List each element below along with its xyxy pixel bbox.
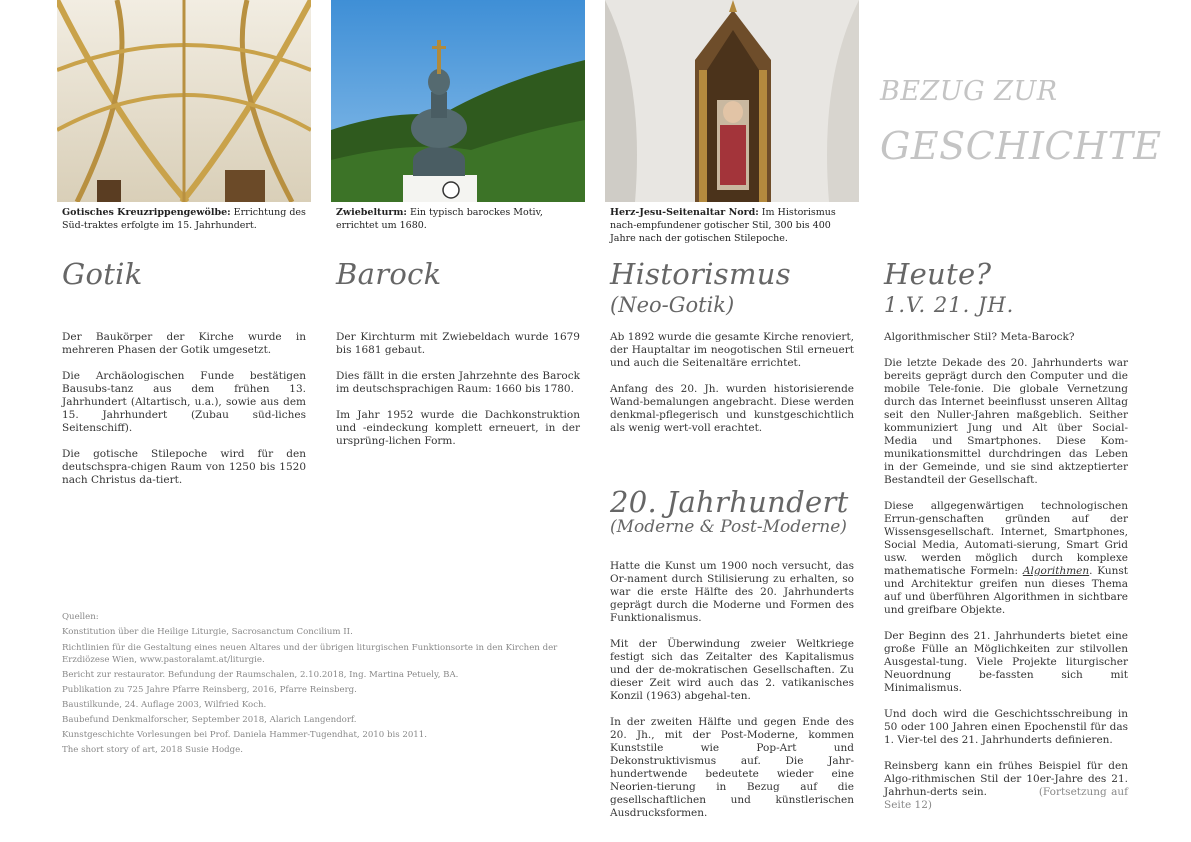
- side-title-line2: GESCHICHTE: [880, 124, 1162, 168]
- subheading-neo-gotik: (Neo-Gotik): [610, 293, 735, 317]
- sources-heading: Quellen:: [62, 612, 99, 622]
- algorithmen-link: Algorithmen: [1022, 565, 1090, 577]
- source-item: Bericht zur restaurator. Befundung der Raumschalen, 2.10.2018, Ing. Martina Petuely, BA.: [62, 670, 459, 680]
- text-gotik: Der Baukörper der Kirche wurde in mehreren Phasen der Gotik umgesetzt. Die Archäologischen Funde bestätigen Bausubs-tanz aus dem frühen 13. Jahrhundert (Altartisch, u.a.), sowie aus dem 15. Jahrhundert (Zubau süd-liches Seitenschiff). Die gotische Stilepoche wird für den deutschspra-chigen Raum von 1250 bis 1520 nach Christus da-tiert.: [62, 331, 306, 486]
- source-item: The short story of art, 2018 Susie Hodge.: [62, 745, 243, 755]
- side-altar-photo: [605, 0, 859, 202]
- gothic-vault-photo: [57, 0, 311, 202]
- continuation-note: (Fortsetzung auf Seite 12): [884, 786, 1129, 811]
- source-item: Baustilkunde, 24. Auflage 2003, Wilfried Koch.: [62, 700, 267, 710]
- onion-tower-photo: [331, 0, 585, 202]
- text-historismus: Ab 1892 wurde die gesamte Kirche renoviert, der Hauptaltar im neogotischen Stil erneuert und auch die Seitenaltäre errichtet. Anfang des 20. Jh. wurden historisierende Wand-bemalungen angebracht. Diese werden denkmal-pflegerisch und kunstgeschichtlich als wenig wert-voll erachtet.: [610, 331, 854, 434]
- side-title-line1: BEZUG ZUR: [880, 76, 1058, 107]
- source-item: Kunstgeschichte Vorlesungen bei Prof. Daniela Hammer-Tugendhat, 2010 bis 2011.: [62, 730, 427, 740]
- caption-gotik: Gotisches Kreuzrippengewölbe: Errichtung des Süd-traktes erfolgte im 15. Jahrhundert.: [62, 207, 306, 231]
- source-item: Richtlinien für die Gestaltung eines neuen Altares und der übrigen liturgischen Funktionsorte in den Kirchen der Erzdiözese Wien, www.pastoralamt.at/liturgie.: [62, 643, 558, 665]
- source-item: Publikation zu 725 Jahre Pfarre Reinsberg, 2016, Pfarre Reinsberg.: [62, 685, 357, 695]
- caption-barock: Zwiebelturm: Ein typisch barockes Motiv, errichtet um 1680.: [336, 207, 543, 231]
- text-heute: Algorithmischer Stil? Meta-Barock? Die letzte Dekade des 20. Jahrhunderts war bereits geprägt durch den Computer und die mobile Tele-fonie. Die globale Vernetzung durch das Internet beeinflusst unseren Alltag seit den Nuller-Jahren maßgeblich. Seither kommuniziert Jung und Alt über Social-Media und Smartphones. Diese Kom-munikationsmittel durchdringen das Leben in der Gemeinde, und sie sind aktzeptierter Bestandteil der Gesellschaft. Diese allgegenwärtigen technologischen Errun-genschaften gründen auf der Wissensgesellschaft. Internet, Smartphones, Social Media, Automati-sierung, Smart Grid usw. werden möglich durch komplexe mathematische Formeln: Algorithmen. Kunst und Architektur greifen nun dieses Thema auf und überführen Algorithmen in sichtbare und greifbare Objekte. Der Beginn des 21. Jahrhunderts bietet eine große Fülle an Möglichkeiten zur stilvollen Ausgestal-tung. Viele Projekte liturgischer Neuordnung be-fassten sich mit Minimalismus. Und doch wird die Geschichtsschreibung in 50 oder 100 Jahren einen Epochenstil für das 1. Vier-tel des 21. Jahrhunderts definieren. Reinsberg kann ein frühes Beispiel für den Algo-rithmischen Stil der 10er-Jahre des 21. Jahrhun-derts sein. (Fortsetzung auf Seite 12): [884, 331, 1129, 811]
- caption-historismus: Herz-Jesu-Seitenaltar Nord: Im Historismus nach-empfundener gotischer Stil, 300 bis 400 Jahre nach der gotischen Stilepoche.: [610, 207, 836, 244]
- text-20-jahrhundert: Hatte die Kunst um 1900 noch versucht, das Or-nament durch Stilisierung zu erhalten, so war die erste Hälfte des 20. Jahrhunderts geprägt durch die Moderne und Formen des Funktionalismus. Mit der Überwindung zweier Weltkriege festigt sich das Zeitalter des Kapitalismus und der de-mokratischen Gesellschaften. Zu dieser Zeit wird auch das 2. vatikanisches Konzil (1963) abgehal-ten. In der zweiten Hälfte und gegen Ende des 20. Jh., mit der Post-Moderne, kommen Kunststile wie Pop-Art und Dekonstruktivismus auf. Die Jahr-hundertwende bedeutete wieder eine Neorien-tierung in Bezug auf die gesellschaftlichen und künstlerischen Ausdrucksformen.: [610, 560, 854, 819]
- source-item: Baubefund Denkmalforscher, September 2018, Alarich Langendorf.: [62, 715, 357, 725]
- heading-gotik: Gotik: [62, 257, 143, 291]
- heading-barock: Barock: [336, 257, 442, 291]
- heading-heute: Heute?: [884, 257, 992, 291]
- sources-list: [62, 610, 572, 758]
- subheading-moderne: (Moderne & Post-Moderne): [610, 517, 847, 537]
- heading-historismus: Historismus: [610, 257, 791, 291]
- heading-20-jahrhundert: 20. Jahrhundert: [610, 485, 849, 519]
- source-item: Konstitution über die Heilige Liturgie, Sacrosanctum Concilium II.: [62, 627, 353, 637]
- subheading-21-jh: 1.V. 21. JH.: [884, 293, 1015, 317]
- text-barock: Der Kirchturm mit Zwiebeldach wurde 1679 bis 1681 gebaut. Dies fällt in die ersten Jahrzehnte des Barock im deutschsprachigen Raum: 1660 bis 1780. Im Jahr 1952 wurde die Dachkonstruktion und -eindeckung komplett erneuert, in der ursprüng-lichen Form.: [336, 331, 580, 447]
